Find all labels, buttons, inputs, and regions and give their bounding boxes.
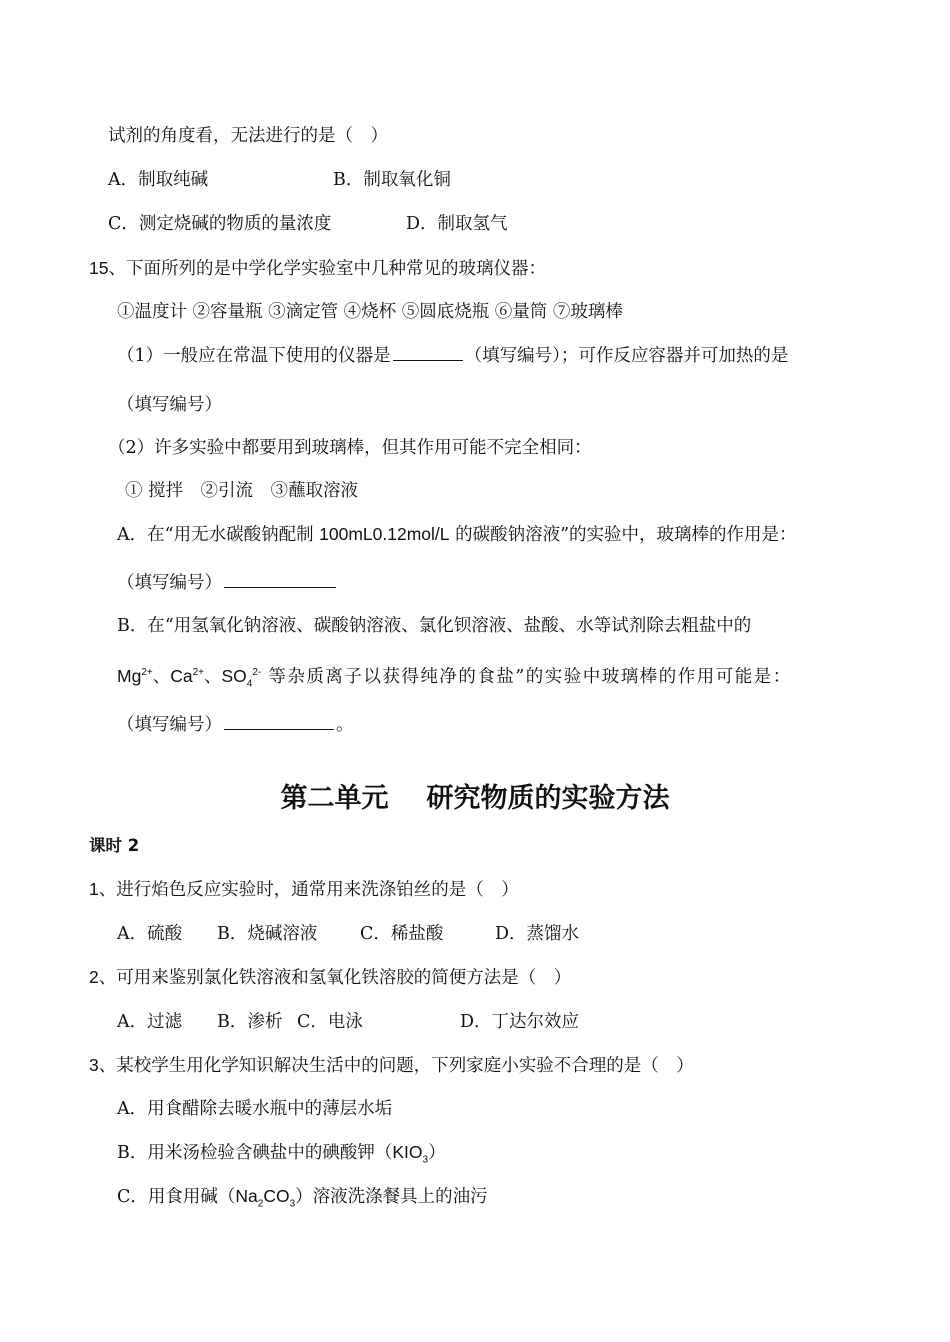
q2-option-b: B．渗析 (217, 1012, 283, 1032)
lesson-label: 课时 2 (89, 836, 140, 855)
q1-number: 1、 (89, 879, 117, 899)
q2-number: 2、 (89, 967, 117, 987)
q3-option-b (117, 1140, 446, 1165)
q15-stem (89, 256, 546, 281)
q15-part2-a-blank[interactable] (224, 570, 336, 588)
q1-option-d: D．蒸馏水 (495, 924, 580, 944)
q3-option-c-text: C．用食用碱（ (117, 1187, 236, 1207)
q15-part2-b: B．在“用氢氧化钠溶液、碳酸钠溶液、氯化钡溶液、盐酸、水等试剂除去粗盐中的 (117, 616, 752, 636)
q15-part2-a-text-1: A．在“用无水碳酸钠配制 (117, 525, 320, 545)
q15-part2-a-text-2: 的碳酸钠溶液”的实验中，玻璃棒的作用是： (449, 525, 797, 545)
q15-part2-b-ions (117, 664, 792, 689)
q15-instrument-list: ①温度计 ②容量瓶 ③滴定管 ④烧杯 ⑤圆底烧瓶 ⑥量筒 ⑦玻璃棒 (117, 302, 623, 322)
q15-part2-b-fill (117, 712, 354, 737)
q15-part1-text-b: （填写编号）；可作反应容器并可加热的是 (464, 346, 789, 366)
q15-stem-text: 下面所列的是中学化学实验室中几种常见的玻璃仪器： (125, 259, 546, 279)
q1-stem-text: 进行焰色反应实验时，通常用来洗涤铂丝的是（ ） (116, 880, 519, 900)
q3-option-c (117, 1184, 488, 1209)
q3-option-b-close: ） (428, 1143, 446, 1163)
q2-option-d: D．丁达尔效应 (460, 1012, 580, 1032)
q2-stem (89, 965, 571, 990)
q15-part1-cont: （填写编号） (117, 395, 222, 415)
q15-part2-b-end: 。 (336, 715, 354, 735)
ion-so4: $SO_4^{2-}$ (221, 666, 262, 690)
q1-option-a: A．硫酸 (117, 924, 183, 944)
ion-mg: $Mg^{2+}$ (117, 666, 153, 686)
q2-stem-text: 可用来鉴别氯化铁溶液和氢氧化铁溶胶的简便方法是（ ） (116, 968, 572, 988)
q15-part1-blank-1[interactable] (393, 343, 463, 361)
q14-option-d: D．制取氢气 (406, 214, 508, 234)
q2-option-c: C．电泳 (297, 1012, 363, 1032)
q3-stem (89, 1053, 694, 1078)
q3-number: 3、 (89, 1055, 117, 1075)
unit-heading-right: 研究物质的实验方法 (426, 783, 670, 814)
q14-stem-cont: 试剂的角度看，无法进行的是（ ） (108, 126, 388, 146)
q15-part2: （2）许多实验中都要用到玻璃棒，但其作用可能不完全相同： (108, 438, 592, 458)
q15-number: 15、 (89, 258, 126, 278)
q15-part2-a (117, 522, 797, 547)
q15-part2-b-rest: 等杂质离子以获得纯净的食盐”的实验中玻璃棒的作用可能是： (261, 667, 792, 687)
q3-stem-text: 某校学生用化学知识解决生活中的问题，下列家庭小实验不合理的是（ ） (116, 1056, 694, 1076)
ion-separator-1: 、 (152, 667, 171, 687)
q1-option-b: B．烧碱溶液 (217, 924, 318, 944)
unit-heading-left: 第二单元 (280, 783, 389, 814)
q15-part1-text-a: （1）一般应在常温下使用的仪器是 (117, 346, 391, 366)
q15-part2-a-concentration: 100mL0.12mol/L (319, 524, 450, 544)
q15-part2-a-fill (117, 570, 338, 595)
q15-part1 (117, 343, 788, 368)
q3-option-b-text: B．用米汤检验含碘盐中的碘酸钾（ (117, 1143, 393, 1163)
formula-kio3: $KIO_3$ (392, 1142, 429, 1166)
q2-option-a: A．过滤 (117, 1012, 183, 1032)
q3-option-c-rest: ）溶液洗涤餐具上的油污 (295, 1187, 488, 1207)
q1-stem (89, 877, 519, 902)
unit-heading (0, 782, 950, 816)
formula-na2co3: $Na_2CO_3$ (235, 1186, 296, 1210)
q3-option-a: A．用食醋除去暖水瓶中的薄层水垢 (117, 1099, 393, 1119)
ion-ca: $Ca^{2+}$ (170, 666, 204, 686)
ion-separator-2: 、 (204, 667, 222, 687)
q15-part2-b-fill-label: （填写编号） (117, 715, 222, 735)
q14-option-c: C．测定烧碱的物质的量浓度 (108, 214, 332, 234)
q15-part2-a-fill-label: （填写编号） (117, 573, 222, 593)
q14-option-a: A．制取纯碱 (108, 170, 209, 190)
q15-part2-b-blank[interactable] (224, 712, 334, 730)
q1-option-c: C．稀盐酸 (360, 924, 444, 944)
q15-part2-uses: ① 搅拌 ②引流 ③蘸取溶液 (125, 481, 359, 501)
q14-option-b: B．制取氧化铜 (333, 170, 451, 190)
